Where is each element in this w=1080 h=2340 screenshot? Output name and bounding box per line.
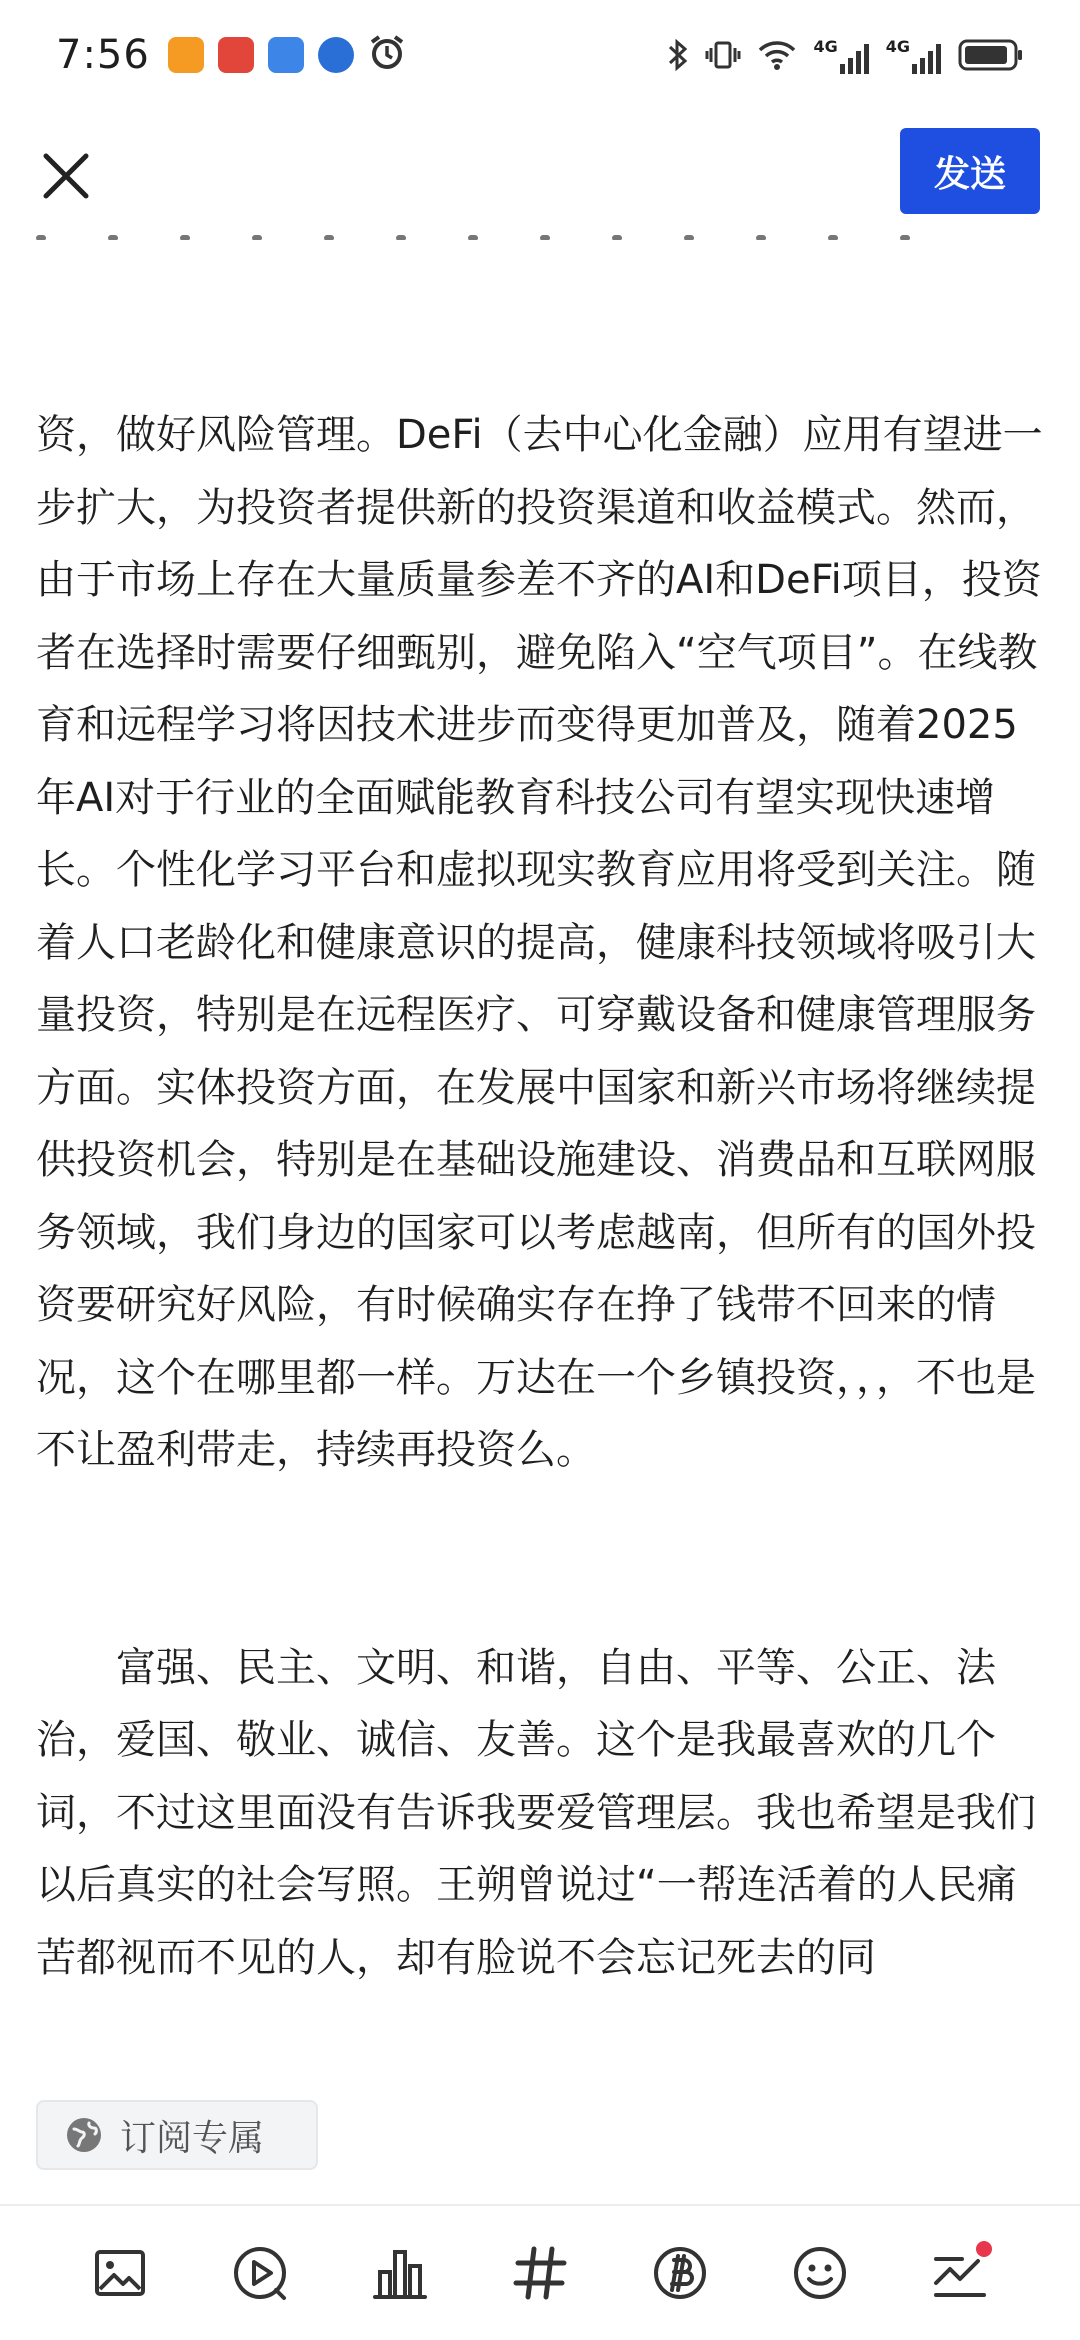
editor-top-bar [0, 120, 1080, 220]
notification-dot [976, 2241, 992, 2257]
status-indicators [667, 37, 1024, 74]
subscribe-exclusive-button[interactable] [36, 2100, 318, 2170]
insert-coin-button[interactable] [640, 2233, 720, 2313]
vibrate-icon [705, 37, 741, 73]
app-icon-orange [168, 37, 204, 73]
wifi-icon [757, 39, 797, 71]
emoji-icon [790, 2243, 850, 2303]
app-icon-blue-2 [318, 37, 354, 73]
post-body-text[interactable] [36, 254, 1046, 2050]
insert-trend-button[interactable] [920, 2233, 1000, 2313]
insert-chart-button[interactable] [360, 2233, 440, 2313]
insert-hashtag-button[interactable] [500, 2233, 580, 2313]
image-icon [92, 2245, 148, 2301]
signal-label-2: 4G [885, 36, 910, 56]
send-button[interactable]: 发送 [900, 128, 1040, 214]
alarm-icon [368, 34, 406, 76]
subscribe-label: 订阅专属 [120, 2117, 265, 2159]
coin-icon [650, 2243, 710, 2303]
insert-emoji-button[interactable] [780, 2233, 860, 2313]
app-icon-blue [268, 37, 304, 73]
battery-icon [958, 38, 1024, 72]
signal-icon-2 [886, 37, 942, 74]
status-time: 7:56 [56, 32, 150, 78]
video-icon [230, 2243, 290, 2303]
status-bar [0, 0, 1080, 110]
signal-label-1: 4G [813, 36, 838, 56]
close-button[interactable] [30, 140, 102, 212]
signal-icon-1 [813, 37, 869, 74]
editor-toolbar [0, 2206, 1080, 2340]
globe-icon [64, 2115, 104, 2155]
paragraph-1: 资，做好风险管理。DeFi（去中心化金融）应用有望进一步扩大，为投资者提供新的投资渠道和收益模式。然而，由于市场上存在大量质量参差不齐的AI和DeFi项目，投资者在选择时需要仔细甄别，避免陷入“空气项目”。在线教育和远程学习将因技术进步而变得更加普及，随着2025年AI对于行业的全面赋能教育科技公司有望实现快速增长。个性化学习平台和虚拟现实教育应用将受到关注。随着人口老龄化和健康意识的提高，健康科技领域将吸引大量投资，特别是在远程医疗、可穿戴设备和健康管理服务方面。实体投资方面，在发展中国家和新兴市场将继续提供投资机会，特别是在基础设施建设、消费品和互联网服务领域，我们身边的国家可以考虑越南，但所有的国外投资要研究好风险，有时候确实存在挣了钱带不回来的情况，这个在哪里都一样。万达在一个乡镇投资，，，不也是不让盈利带走，持续再投资么。 [36, 412, 1043, 1473]
hashtag-icon [512, 2245, 568, 2301]
close-icon [40, 150, 92, 202]
chart-icon [371, 2244, 429, 2302]
insert-video-button[interactable] [220, 2233, 300, 2313]
bluetooth-icon [667, 37, 689, 73]
clipped-previous-line [36, 230, 1036, 240]
status-app-icons [168, 34, 406, 76]
post-editor[interactable] [0, 230, 1080, 2050]
paragraph-2: 富强、民主、文明、和谐，自由、平等、公正、法治，爱国、敬业、诚信、友善。这个是我最喜欢的几个词，不过这里面没有告诉我要爱管理层。我也希望是我们以后真实的社会写照。王朔曾说过“一帮连活着的人民痛苦都视而不见的人，却有脸说不会忘记死去的同 [36, 1644, 1036, 1981]
insert-image-button[interactable] [80, 2233, 160, 2313]
app-icon-red [218, 37, 254, 73]
